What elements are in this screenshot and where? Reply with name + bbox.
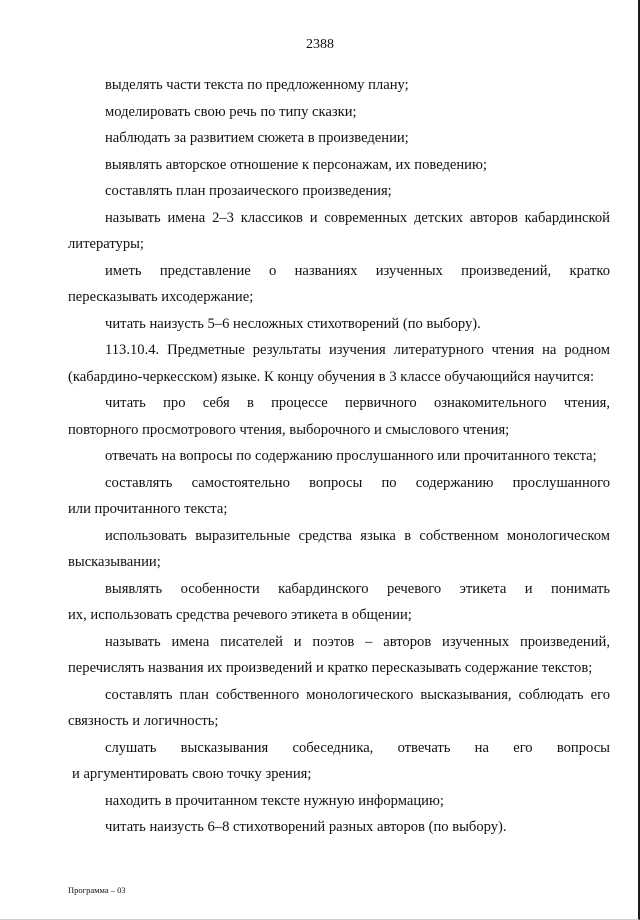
text-line: (кабардино-черкесском) языке. К концу обучения в 3 классе обучающийся научится: (68, 368, 595, 385)
page-body (68, 72, 610, 841)
list-item (68, 629, 610, 682)
text-line: составлять план собственного монологического высказывания, соблюдать его (105, 686, 610, 703)
list-item (68, 682, 610, 735)
text-line: высказывании; (68, 554, 161, 570)
text-line: называть имена 2–3 классиков и современных детских авторов кабардинской (105, 209, 610, 226)
text-line: слушать высказывания собеседника, отвечать на его вопросы (105, 739, 610, 756)
text-line: читать наизусть 5–6 несложных стихотворений (по выбору). (105, 315, 481, 332)
text-line: находить в прочитанном тексте нужную информацию; (105, 792, 444, 809)
text-line: связность и логичность; (68, 713, 219, 729)
list-item (68, 152, 610, 179)
list-item (68, 390, 610, 443)
list-item (68, 735, 610, 788)
list-item (68, 788, 610, 815)
text-line: читать наизусть 6–8 стихотворений разных авторов (по выбору). (105, 819, 507, 835)
list-item (68, 72, 610, 99)
text-line: наблюдать за развитием сюжета в произведении; (105, 130, 409, 146)
list-item (68, 443, 610, 470)
list-item (68, 125, 610, 152)
text-line: читать про себя в процессе первичного ознакомительного чтения, (105, 395, 610, 411)
text-line: составлять самостоятельно вопросы по содержанию прослушанного (105, 474, 610, 491)
text-line: выявлять особенности кабардинского речевого этикета и понимать (105, 580, 610, 597)
list-item (68, 205, 610, 258)
text-line: и аргументировать свою точку зрения; (72, 766, 312, 782)
text-line: 113.10.4. Предметные результаты изучения литературного чтения на родном (105, 342, 610, 358)
text-line: выделять части текста по предложенному плану; (105, 77, 409, 93)
section-paragraph (68, 337, 610, 390)
text-line: их, использовать средства речевого этикета в общении; (68, 607, 412, 623)
text-line: или прочитанного текста; (68, 501, 228, 517)
page-number: 2388 (306, 37, 334, 52)
text-line: повторного просмотрового чтения, выборочного и смыслового чтения; (68, 421, 510, 438)
text-line: моделировать свою речь по типу сказки; (105, 103, 357, 120)
text-line: называть имена писателей и поэтов – авторов изученных произведений, (105, 633, 610, 650)
text-line: составлять план прозаического произведения; (105, 183, 392, 199)
list-item (68, 258, 610, 311)
list-item (68, 178, 610, 205)
text-line: иметь представление о названиях изученных произведений, кратко (105, 262, 610, 279)
text-line: пересказывать ихсодержание; (68, 289, 254, 305)
text-line: выявлять авторское отношение к персонажам, их поведению; (105, 156, 487, 173)
footer-label: Программа – 03 (68, 885, 126, 895)
list-item (68, 311, 610, 338)
list-item (68, 576, 610, 629)
list-item (68, 470, 610, 523)
list-item (68, 814, 610, 841)
text-line: перечислять названия их произведений и кратко пересказывать содержание текстов; (68, 660, 593, 676)
text-line: литературы; (68, 236, 144, 252)
list-item (68, 523, 610, 576)
list-item (68, 99, 610, 126)
text-line: отвечать на вопросы по содержанию прослушанного или прочитанного текста; (105, 448, 597, 464)
text-line: использовать выразительные средства языка в собственном монологическом (105, 527, 610, 544)
